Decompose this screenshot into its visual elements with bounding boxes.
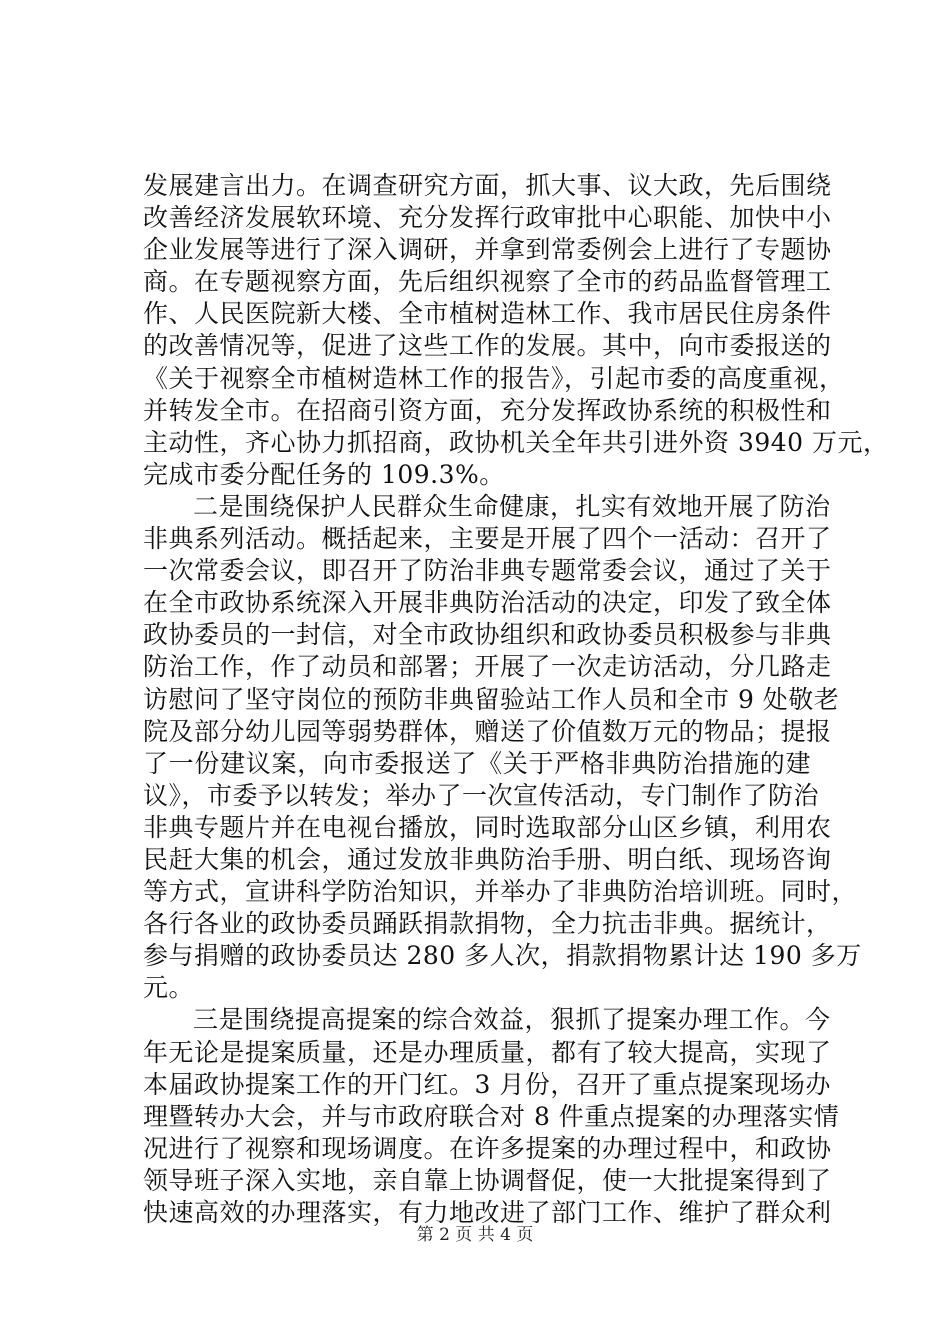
text-line: 防治工作，作了动员和部署；开展了一次走访活动，分几路走 (143, 652, 832, 682)
text-line: 议》，市委予以转发；举办了一次宣传活动，专门制作了防治 (143, 780, 820, 810)
text-line: 理暨转办大会，并与市政府联合对 8 件重点提案的办理落实情 (143, 1101, 840, 1131)
text-line: 改善经济发展软环境、充分发挥行政审批中心职能、加快中小 (143, 203, 832, 233)
text-line: 民赶大集的机会，通过发放非典防治手册、明白纸、现场咨询 (143, 844, 832, 874)
text-line: 非典专题片并在电视台播放，同时选取部分山区乡镇，利用农 (143, 812, 832, 842)
text-line: 了一份建议案，向市委报送了《关于严格非典防治措施的建 (143, 748, 811, 778)
text-line: 院及部分幼儿园等弱势群体，赠送了价值数万元的物品；提报 (143, 716, 832, 746)
text-line: 各行各业的政协委员踊跃捐款捐物，全力抗击非典。据统计， (143, 909, 832, 939)
text-line: 年无论是提案质量，还是办理质量，都有了较大提高，实现了 (143, 1037, 832, 1067)
text-line: 一次常委会议，即召开了防治非典专题常委会议，通过了关于 (143, 556, 832, 586)
text-line: 领导班子深入实地，亲自靠上协调督促，使一大批提案得到了 (143, 1165, 832, 1195)
text-line: 的改善情况等，促进了这些工作的发展。其中，向市委报送的 (143, 331, 832, 361)
text-line: 况进行了视察和现场调度。在许多提案的办理过程中，和政协 (143, 1133, 832, 1163)
paragraph-first-line: 三是围绕提高提案的综合效益，狠抓了提案办理工作。今 (193, 1005, 831, 1035)
text-line: 访慰问了坚守岗位的预防非典留验站工作人员和全市 9 处敬老 (143, 684, 840, 714)
text-line: 政协委员的一封信，对全市政协组织和政协委员积极参与非典 (143, 620, 832, 650)
text-line: 完成市委分配任务的 109.3%。 (143, 459, 505, 489)
text-line: 发展建言出力。在调查研究方面，抓大事、议大政，先后围绕 (143, 171, 832, 200)
paragraph-first-line: 二是围绕保护人民群众生命健康，扎实有效地开展了防治 (193, 491, 831, 521)
text-line: 主动性，齐心协力抓招商，政协机关全年共引进外资 3940 万元， (143, 427, 889, 457)
text-line: 《关于视察全市植树造林工作的报告》，引起市委的高度重视， (143, 363, 845, 393)
text-line: 在全市政协系统深入开展非典防治活动的决定，印发了致全体 (143, 588, 832, 618)
text-line: 商。在专题视察方面，先后组织视察了全市的药品监督管理工 (143, 267, 832, 297)
text-line: 本届政协提案工作的开门红。3 月份，召开了重点提案现场办 (143, 1069, 831, 1099)
text-line: 企业发展等进行了深入调研，并拿到常委例会上进行了专题协 (143, 235, 832, 265)
text-line: 参与捐赠的政协委员达 280 多人次，捐款捐物累计达 190 多万 (143, 941, 862, 971)
text-line: 元。 (143, 973, 195, 1003)
text-line: 快速高效的办理落实，有力地改进了部门工作、维护了群众利 (143, 1198, 832, 1227)
page-number-footer: 第 2 页 共 4 页 (416, 1225, 534, 1245)
body-text (143, 170, 889, 1229)
text-line: 作、人民医院新大楼、全市植树造林工作、我市居民住房条件 (143, 299, 832, 329)
text-line: 并转发全市。在招商引资方面，充分发挥政协系统的积极性和 (143, 395, 832, 425)
text-line: 等方式，宣讲科学防治知识，并举办了非典防治培训班。同时， (143, 877, 858, 907)
text-line: 非典系列活动。概括起来，主要是开展了四个一活动：召开了 (143, 524, 832, 554)
